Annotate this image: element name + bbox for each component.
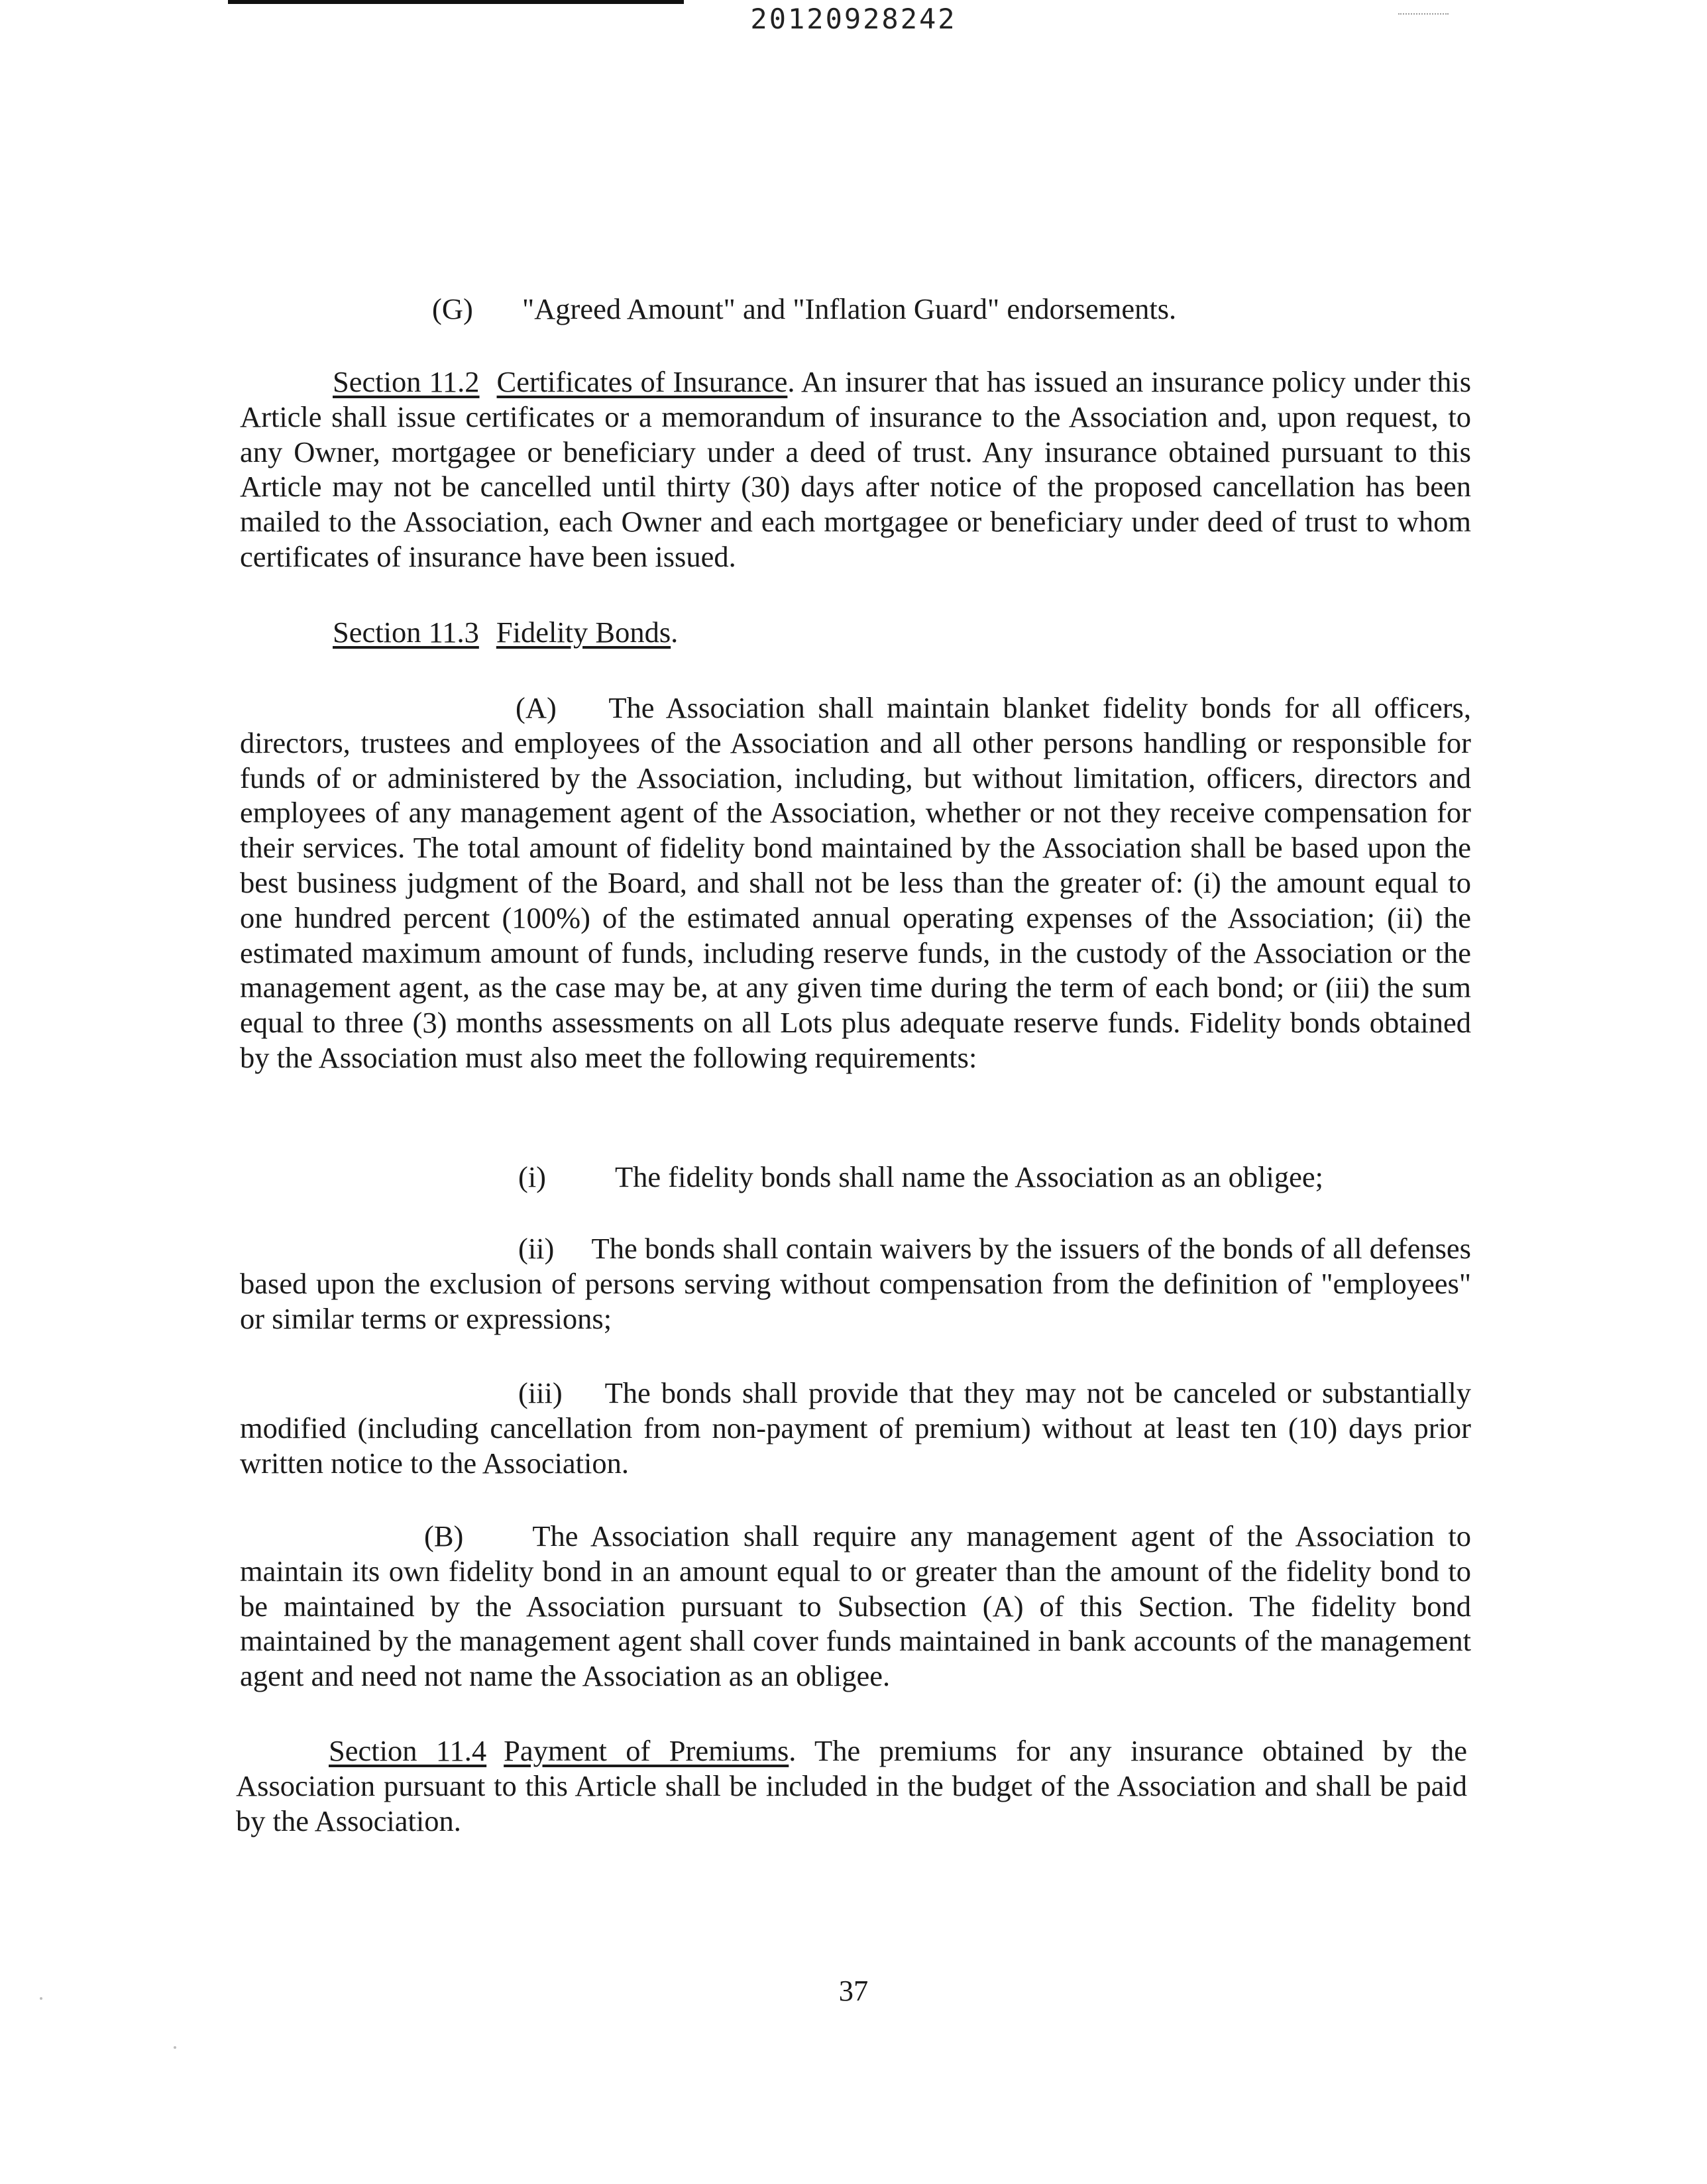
section-11-2-heading	[333, 365, 787, 398]
requirement-iii-text: The bonds shall provide that they may not be canceled or substantially modified (including cancellation from non-payment of premium) without at least ten (10) days prior written notice to the Association.	[240, 1376, 1472, 1480]
section-11-4-title: Payment of Premiums	[504, 1734, 789, 1767]
paragraph-b-label: (B)	[424, 1519, 464, 1553]
scan-speck	[174, 2046, 176, 2049]
requirement-i-label: (i)	[518, 1160, 547, 1193]
section-11-4	[236, 1733, 1467, 1838]
requirement-ii	[240, 1231, 1471, 1336]
requirement-i	[518, 1160, 1323, 1195]
item-g-label: (G)	[432, 292, 473, 325]
section-11-3-title-end: .	[671, 616, 679, 649]
requirement-iii-label: (iii)	[518, 1376, 563, 1409]
section-11-2	[240, 364, 1471, 574]
section-11-3-heading	[333, 615, 678, 650]
requirement-ii-text: The bonds shall contain waivers by the issuers of the bonds of all defenses based upon the exclusion of persons serving without compensation from the definition of "employees" or similar terms or expressions;	[240, 1232, 1471, 1335]
section-11-2-body: . An insurer that has issued an insurance policy under this Article shall issue certificates or a memorandum of insurance to the Association and, upon request, to any Owner, mortgagee or beneficiary under a deed of trust. Any insurance obtained pursuant to this Article may not be cancelled until thirty (30) days after notice of the proposed cancellation has been mailed to the Association, each Owner and each mortgagee or beneficiary under deed of trust to whom certificates of insurance have been issued.	[240, 365, 1472, 573]
paragraph-a-label: (A)	[516, 691, 557, 724]
item-g-text: "Agreed Amount" and "Inflation Guard" endorsements.	[522, 292, 1177, 325]
paragraph-b	[240, 1519, 1471, 1694]
scan-speck	[40, 1997, 42, 2000]
item-g	[432, 292, 1176, 327]
requirement-ii-label: (ii)	[518, 1232, 555, 1265]
page-number: 37	[838, 1974, 869, 2007]
section-11-4-body: . The premiums for any insurance obtained by the Association pursuant to this Article shall be included in the budget of the Association and shall be paid by the Association.	[236, 1734, 1467, 1837]
requirement-i-text: The fidelity bonds shall name the Association as an obligee;	[615, 1160, 1323, 1193]
section-11-4-heading	[329, 1734, 789, 1767]
paragraph-a	[240, 690, 1471, 1075]
requirement-iii	[240, 1376, 1471, 1480]
document-number: 20120928242	[750, 3, 957, 35]
paragraph-a-text: The Association shall maintain blanket fidelity bonds for all officers, directors, trustees and employees of the Association and all other persons handling or responsible for funds of or administered by the Association, including, but without limitation, officers, directors and employees of any management agent of the Association, whether or not they receive compensation for their services. The total amount of fidelity bond maintained by the Association shall be based upon the best business judgment of the Board, and shall not be less than the greater of: (i) the amount equal to one hundred percent (100%) of the estimated annual operating expenses of the Association; (ii) the estimated maximum amount of funds, including reserve funds, in the custody of the Association or the management agent, as the case may be, at any given time during the term of each bond; or (iii) the sum equal to three (3) months assessments on all Lots plus adequate reserve funds. Fidelity bonds obtained by the Association must also meet the following requirements:	[240, 691, 1471, 1074]
section-11-2-number: Section 11.2	[333, 365, 480, 398]
section-11-3-number: Section 11.3	[333, 616, 479, 649]
section-11-4-number: Section 11.4	[329, 1734, 487, 1767]
section-11-3-title: Fidelity Bonds	[496, 616, 671, 649]
section-11-2-title: Certificates of Insurance	[496, 365, 788, 398]
paragraph-b-text: The Association shall require any management agent of the Association to maintain its own fidelity bond in an amount equal to or greater than the amount of the fidelity bond to be maintained by the Association pursuant to Subsection (A) of this Section. The fidelity bond maintained by the management agent shall cover funds maintained in bank accounts of the management agent and need not name the Association as an obligee.	[240, 1519, 1472, 1693]
